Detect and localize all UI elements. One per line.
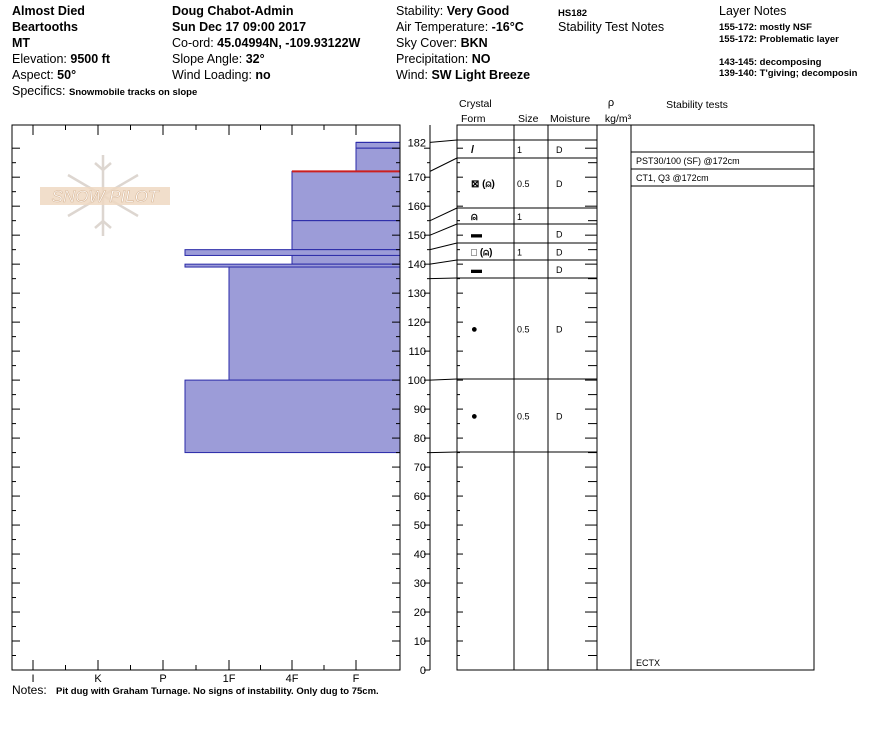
depth-tick-label: 90 <box>413 404 426 417</box>
sky-value: BKN <box>460 36 488 50</box>
crystal-size: 0.5 <box>517 179 530 189</box>
hardness-tick-label: P <box>159 673 167 685</box>
stability-test-result: CT1, Q3 @172cm <box>636 173 709 183</box>
crystal-moisture: D <box>556 324 563 335</box>
depth-tick-label: 30 <box>413 578 426 591</box>
layer-connector <box>430 224 457 235</box>
depth-tick-label: 160 <box>407 201 426 214</box>
crystal-form: □ (⍝) <box>471 247 493 259</box>
stability-tests <box>631 152 814 668</box>
layer-notes-title: Layer Notes <box>719 4 787 18</box>
layer-note: 155-172: Problematic layer <box>719 34 839 45</box>
layer-connector <box>430 278 457 279</box>
air-temp-label: Air Temperature: <box>396 20 489 34</box>
layer-connector <box>430 208 457 221</box>
crystal-form: ▬ <box>471 264 482 276</box>
observer-name: Doug Chabot-Admin <box>172 4 294 18</box>
wind-label: Wind: <box>396 68 428 82</box>
depth-tick-label: 0 <box>419 665 426 677</box>
crystal-form: ● <box>471 323 478 336</box>
depth-tick-label: 182 <box>407 137 426 150</box>
slope-value: 32° <box>245 52 265 66</box>
site-range: Beartooths <box>12 20 78 34</box>
hardness-tick-label: F <box>352 673 360 685</box>
aspect-value: 50° <box>57 68 77 82</box>
stability-label: Stability: <box>396 4 444 18</box>
layer-connector <box>430 260 457 264</box>
layer-connector <box>430 379 457 380</box>
hardness-layer <box>356 148 400 171</box>
notes-text: Pit dug with Graham Turnage. No signs of instability. Only dug to 75cm. <box>56 686 379 697</box>
elevation-label: Elevation: <box>12 52 67 66</box>
coord-value: 45.04994N, -109.93122W <box>217 36 361 50</box>
depth-tick-label: 100 <box>407 375 426 388</box>
crystal-size: 1 <box>517 212 523 222</box>
depth-tick-label: 120 <box>407 317 426 330</box>
depth-tick-label: 110 <box>408 346 426 359</box>
hardness-layer <box>292 171 400 220</box>
stability-tests-header: Stability tests <box>666 99 728 111</box>
depth-tick-label: 80 <box>413 433 426 446</box>
crystal-size: 0.5 <box>517 411 530 422</box>
stability-test-notes-label: Stability Test Notes <box>558 20 665 34</box>
layer-connector <box>430 158 457 171</box>
layer-note: 139-140: T'giving; decomposin <box>719 68 858 79</box>
wind-loading-value: no <box>255 68 271 82</box>
observation-datetime: Sun Dec 17 09:00 2017 <box>172 20 307 34</box>
stability-test-result: PST30/100 (SF) @172cm <box>636 156 740 166</box>
precip-value: NO <box>471 52 491 66</box>
hs-value: HS182 <box>558 8 588 19</box>
layer-note: 143-145: decomposing <box>719 57 822 68</box>
elevation-value: 9500 ft <box>70 52 110 66</box>
moisture-header: Moisture <box>550 113 591 125</box>
depth-tick-label: 50 <box>413 520 426 533</box>
depth-tick-label: 130 <box>407 288 426 301</box>
crystal-form: ● <box>471 410 478 423</box>
depth-tick-label: 170 <box>407 172 426 185</box>
hardness-tick-label: K <box>94 673 102 685</box>
stability-value: Very Good <box>446 4 510 18</box>
hardness-layers <box>185 142 400 452</box>
crystal-moisture: D <box>556 265 563 275</box>
layer-connector <box>430 243 457 250</box>
hardness-layer <box>292 221 400 250</box>
depth-tick-label: 60 <box>413 491 426 504</box>
site-state: MT <box>12 36 31 50</box>
specifics-value: Snowmobile tracks on slope <box>68 87 198 98</box>
crystal-form: ⍝ <box>471 211 478 223</box>
depth-tick-label: 140 <box>407 259 426 272</box>
site-name: Almost Died <box>12 4 85 18</box>
crystal-form: ⊠ (⍝) <box>471 179 495 190</box>
hardness-tick-label: I <box>31 673 35 685</box>
size-header: Size <box>518 113 539 125</box>
crystal-size: 0.5 <box>517 324 530 335</box>
stability-test-result: ECTX <box>636 658 661 668</box>
hardness-layer <box>229 267 400 380</box>
wind-loading-label: Wind Loading: <box>172 68 252 82</box>
hardness-layer <box>292 255 400 264</box>
snowpilot-logo <box>40 155 170 236</box>
hardness-layer <box>185 250 400 256</box>
hardness-layer <box>356 142 400 148</box>
slope-label: Slope Angle: <box>172 52 243 66</box>
layer-note: 155-172: mostly NSF <box>719 22 812 33</box>
hardness-tick-label: 1F <box>222 673 236 685</box>
density-symbol: ρ <box>607 97 615 109</box>
crystal-moisture: D <box>556 145 563 155</box>
crystal-size: 1 <box>517 247 523 258</box>
crystal-moisture: D <box>556 247 563 258</box>
crystal-size: 1 <box>517 145 523 155</box>
crystal-form: ▬ <box>471 228 482 241</box>
crystal-table-frame <box>457 125 814 670</box>
hardness-layer <box>185 380 400 452</box>
depth-tick-label: 20 <box>413 607 426 620</box>
depth-tick-label: 70 <box>413 462 426 475</box>
specifics-label: Specifics: <box>12 84 66 98</box>
sky-label: Sky Cover: <box>396 36 458 50</box>
form-header: Form <box>461 113 486 125</box>
crystal-moisture: D <box>556 229 563 240</box>
notes-label: Notes: <box>12 683 47 697</box>
crystal-moisture: D <box>556 411 563 422</box>
layer-connector <box>430 452 457 453</box>
layer-connector <box>430 140 457 142</box>
depth-tick-label: 150 <box>407 230 426 243</box>
density-unit: kg/m³ <box>604 113 632 125</box>
logo-text: SNOW PILOT <box>51 187 159 206</box>
precip-label: Precipitation: <box>396 52 469 66</box>
aspect-label: Aspect: <box>12 68 54 82</box>
crystal-header: Crystal <box>459 98 492 110</box>
hardness-tick-label: 4F <box>285 673 299 685</box>
coord-label: Co-ord: <box>172 36 214 50</box>
crystal-moisture: D <box>556 179 563 189</box>
depth-tick-label: 40 <box>413 549 426 562</box>
wind-value: SW Light Breeze <box>431 68 531 82</box>
crystal-form: / <box>471 144 475 156</box>
air-temp-value: -16°C <box>491 20 524 34</box>
depth-tick-label: 10 <box>413 636 426 649</box>
